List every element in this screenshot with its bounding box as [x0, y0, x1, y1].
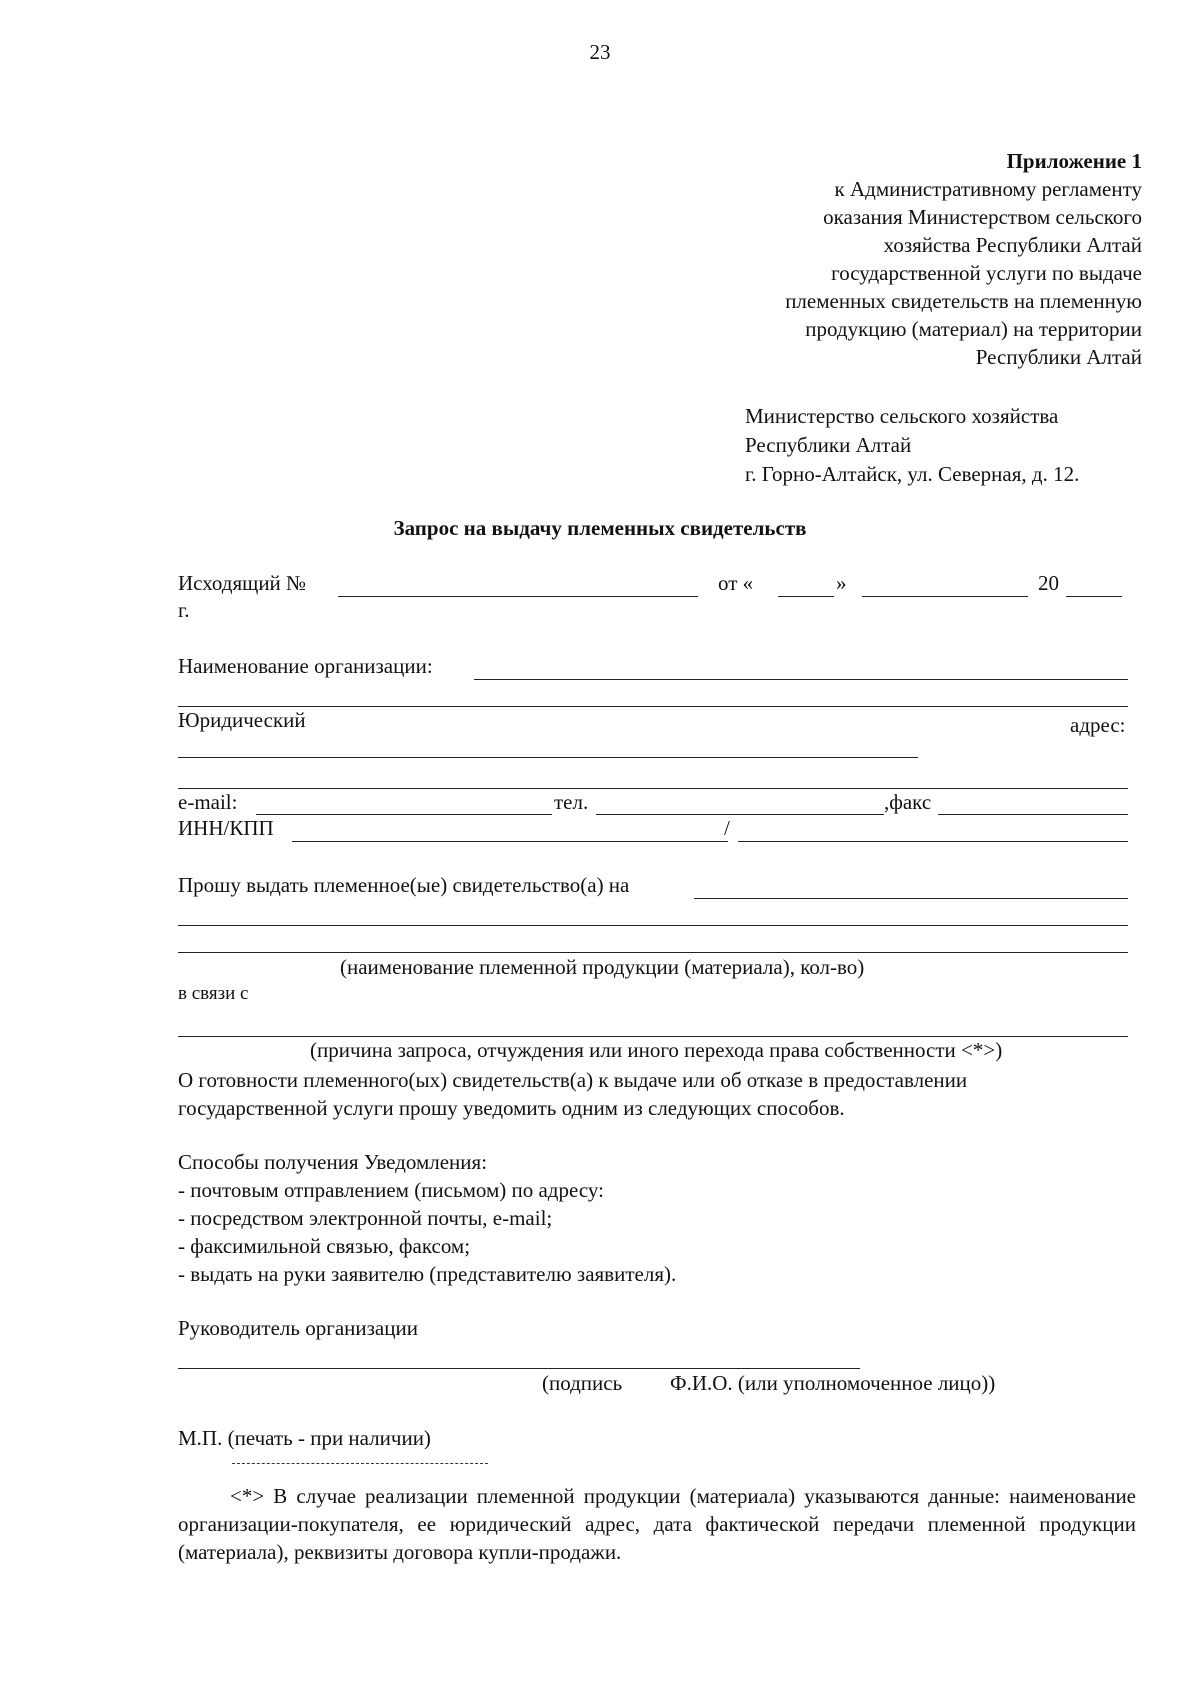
reason-field[interactable] — [178, 1036, 1128, 1037]
phone-field[interactable] — [596, 814, 884, 815]
appendix-line: к Административному регламенту — [834, 177, 1142, 201]
fax-field[interactable] — [938, 814, 1128, 815]
appendix-line: племенных свидетельств на племенную — [785, 289, 1142, 313]
email-field[interactable] — [256, 814, 552, 815]
appendix-line: государственной услуги по выдаче — [831, 261, 1142, 285]
reason-label: в связи с — [178, 983, 249, 1004]
outgoing-number-label: Исходящий № — [178, 571, 307, 595]
page-number: 23 — [589, 40, 611, 64]
notification-method-item: - выдать на руки заявителю (представителю заявителя). — [178, 1262, 677, 1286]
stamp-label: М.П. (печать - при наличии) — [178, 1426, 431, 1450]
recipient-line: Министерство сельского хозяйства — [745, 404, 1059, 428]
inn-kpp-label: ИНН/КПП — [178, 816, 274, 840]
product-field-caption: (наименование племенной продукции (материала), кол-во) — [340, 955, 865, 979]
notification-methods-title: Способы получения Уведомления: — [178, 1150, 488, 1174]
kpp-field[interactable] — [738, 841, 1128, 842]
notification-method-item: - факсимильной связью, факсом; — [178, 1234, 471, 1258]
date-day-field[interactable] — [778, 596, 834, 597]
org-name-field[interactable] — [474, 679, 1128, 680]
email-label: e-mail: — [178, 790, 238, 814]
date-quote-close: » — [836, 571, 847, 595]
date-from-label: от « — [718, 571, 754, 595]
org-name-label: Наименование организации: — [178, 654, 433, 678]
legal-address-field-continued[interactable] — [178, 788, 1128, 789]
fax-label: ,факс — [884, 790, 932, 814]
year-suffix: г. — [178, 598, 190, 622]
legal-address-label: Юридический — [178, 708, 306, 732]
outgoing-number-field[interactable] — [338, 596, 698, 597]
reason-field-caption: (причина запроса, отчуждения или иного перехода права собственности <*>) — [310, 1038, 1003, 1062]
appendix-line: хозяйства Республики Алтай — [883, 233, 1142, 257]
appendix-title: Приложение 1 — [1006, 149, 1142, 173]
legal-address-label-suffix: адрес: — [1070, 713, 1126, 737]
org-name-field-continued[interactable] — [178, 706, 1128, 707]
notification-method-item: - посредством электронной почты, e-mail; — [178, 1206, 553, 1230]
recipient-block — [745, 402, 1079, 489]
appendix-block — [785, 147, 1142, 371]
appendix-line: оказания Министерством сельского — [823, 205, 1142, 229]
product-field-line-3[interactable] — [178, 952, 1128, 953]
full-name-caption: Ф.И.О. (или уполномоченное лицо)) — [670, 1371, 996, 1395]
request-label: Прошу выдать племенное(ые) свидетельство(а) на — [178, 873, 630, 897]
recipient-line: г. Горно-Алтайск, ул. Северная, д. 12. — [745, 462, 1080, 486]
signature-field[interactable] — [178, 1368, 860, 1369]
product-field[interactable] — [694, 898, 1128, 899]
footnote-separator — [232, 1463, 488, 1464]
inn-field[interactable] — [292, 841, 728, 842]
notification-intro: О готовности племенного(ых) свидетельств(а) к выдаче или об отказе в предоставлении государственной услуги прошу уведомить одним из следующих способов. — [178, 1068, 968, 1120]
appendix-line: Республики Алтай — [975, 345, 1142, 369]
inn-kpp-separator: / — [724, 816, 730, 840]
legal-address-field[interactable] — [178, 757, 918, 758]
notification-method-item: - почтовым отправлением (письмом) по адресу: — [178, 1178, 604, 1202]
date-month-field[interactable] — [862, 596, 1028, 597]
date-year-field[interactable] — [1066, 596, 1122, 597]
head-of-organization-label: Руководитель организации — [178, 1316, 418, 1340]
phone-label: тел. — [554, 790, 589, 814]
document-title: Запрос на выдачу племенных свидетельств — [393, 516, 807, 540]
product-field-line-2[interactable] — [178, 925, 1128, 926]
footnote-text: <*> В случае реализации племенной продукции (материала) указываются данные: наименование организации-покупателя, ее юридический адрес, дата фактической передачи племенной продукции (материала), реквизиты договора купли-продажи. — [178, 1484, 1136, 1564]
signature-caption: (подпись — [542, 1371, 623, 1395]
date-year-label: 20 — [1038, 571, 1059, 595]
appendix-line: продукцию (материал) на территории — [805, 317, 1142, 341]
recipient-line: Республики Алтай — [745, 433, 912, 457]
